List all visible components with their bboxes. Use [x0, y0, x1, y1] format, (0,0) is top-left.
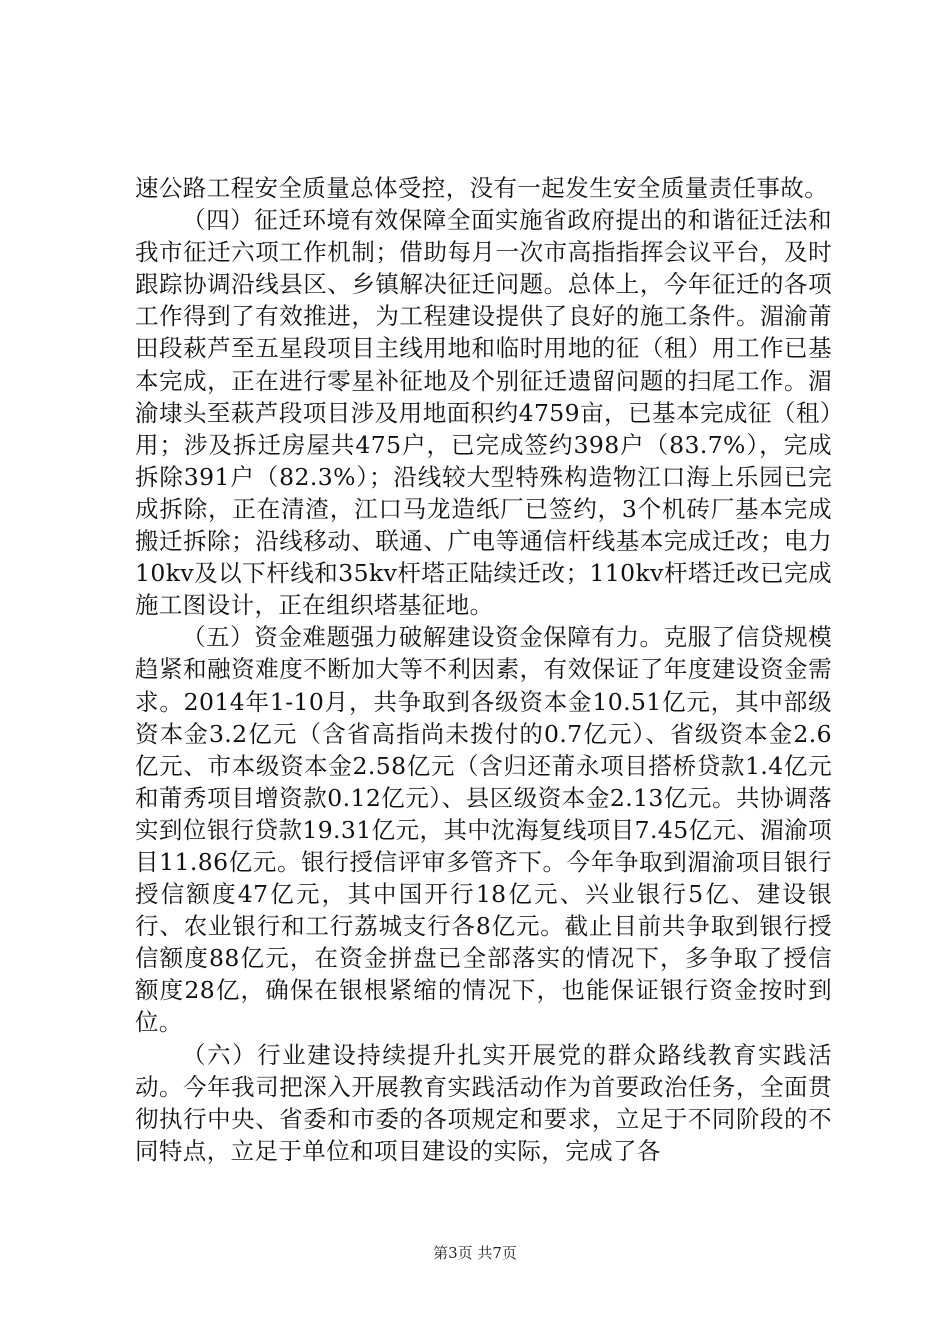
paragraph-section-6-industry-building: （六）行业建设持续提升扎实开展党的群众路线教育实践活动。今年我司把深入开展教育实践活动作为首要政治任务，全面贯彻执行中央、省委和市委的各项规定和要求，立足于不同阶段的不同特点，立足于单位和项目建设的实际，完成了各 — [135, 1040, 832, 1165]
paragraph-section-5-funding: （五）资金难题强力破解建设资金保障有力。克服了信贷规模趋紧和融资难度不断加大等不利因素，有效保证了年度建设资金需求。2014年1-10月，共争取到各级资本金10.51亿元，其中部级资本金3.2亿元（含省高指尚未拨付的0.7亿元）、省级资本金2.6亿元、市本级资本金2.58亿元（含归还莆永项目搭桥贷款1.4亿元和莆秀项目增资款0.12亿元）、县区级资本金2.13亿元。共协调落实到位银行贷款19.31亿元，其中沈海复线项目7.45亿元、湄渝项目11.86亿元。银行授信评审多管齐下。今年争取到湄渝项目银行授信额度47亿元，其中国开行18亿元、兴业银行5亿、建设银行、农业银行和工行荔城支行各8亿元。截止目前共争取到银行授信额度88亿元，在资金拼盘已全部落实的情况下，多争取了授信额度28亿，确保在银根紧缩的情况下，也能保证银行资金按时到位。 — [135, 623, 832, 1037]
document-body — [135, 172, 832, 1167]
paragraph-section-4-land-acquisition: （四）征迁环境有效保障全面实施省政府提出的和谐征迁法和我市征迁六项工作机制；借助每月一次市高指指挥会议平台，及时跟踪协调沿线县区、乡镇解决征迁问题。总体上，今年征迁的各项工作得到了有效推进，为工程建设提供了良好的施工条件。湄渝莆田段萩芦至五星段项目主线用地和临时用地的征（租）用工作已基本完成，正在进行零星补征地及个别征迁遗留问题的扫尾工作。湄渝埭头至萩芦段项目涉及用地面积约4759亩，已基本完成征（租）用；涉及拆迁房屋共475户，已完成签约398户（83.7%），完成拆除391户（82.3%）；沿线较大型特殊构造物江口海上乐园已完成拆除，正在清渣，江口马龙造纸厂已签约，3个机砖厂基本完成搬迁拆除；沿线移动、联通、广电等通信杆线基本完成迁改；电力10kv及以下杆线和35kv杆塔正陆续迁改；110kv杆塔迁改已完成施工图设计，正在组织塔基征地。 — [135, 206, 832, 620]
paragraph-continuation: 速公路工程安全质量总体受控，没有一起发生安全质量责任事故。 — [135, 174, 829, 202]
page-number-footer: 第3页 共7页 — [433, 1244, 517, 1262]
